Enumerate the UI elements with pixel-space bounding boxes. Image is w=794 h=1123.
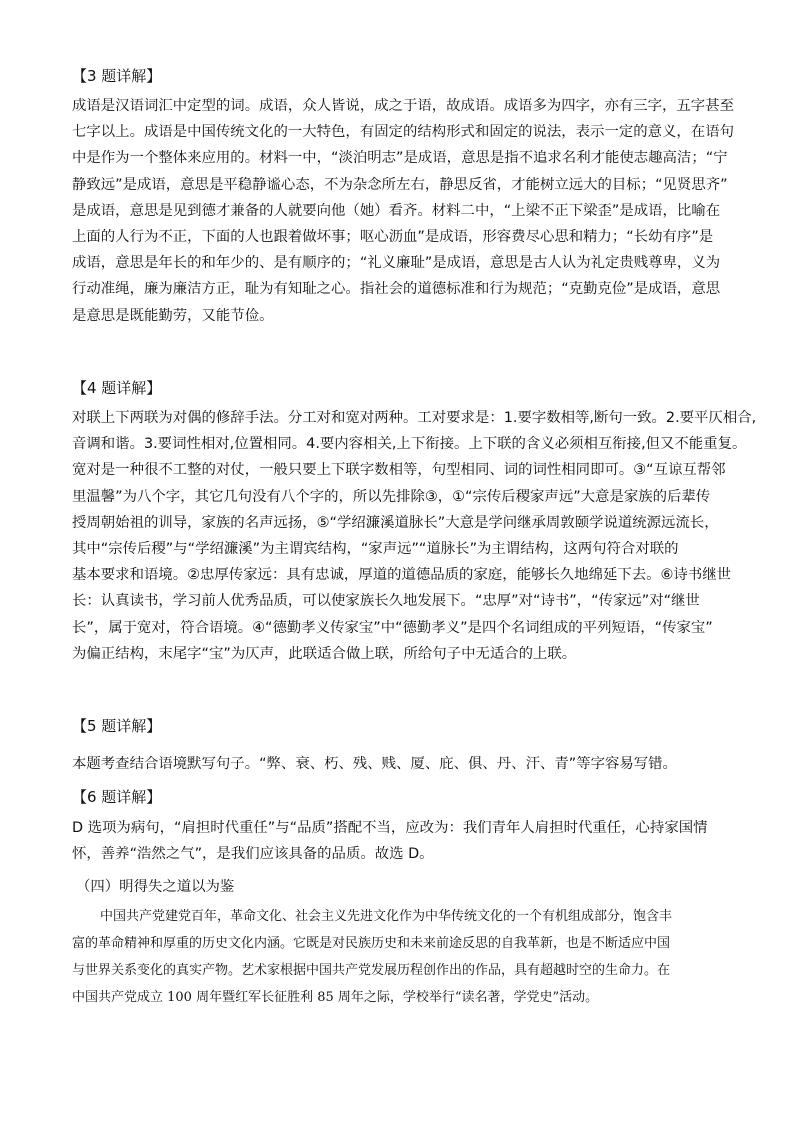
text-line: 长：认真读书，学习前人优秀品质，可以使家族长久地发展下。“忠厚”对“诗书”，“传家远”对“继世 — [72, 593, 700, 610]
text-line: 怀，善养“浩然之气”，是我们应该具备的品质。故选 D。 — [72, 846, 434, 863]
text-line: 本题考查结合语境默写句子。“弊、衰、朽、残、贱、厦、庇、俱、丹、汗、青”等字容易写错。 — [72, 756, 677, 772]
section-5-text — [72, 751, 722, 777]
text-line: 是意思是既能勤劳，又能节俭。 — [72, 307, 274, 324]
text-line: 基本要求和语境。②忠厚传家远：具有忠诚，厚道的道德品质的家庭，能够长久地绵延下去。⑥诗书继世 — [72, 567, 731, 584]
text-line: 成语是汉语词汇中定型的词。成语，众人皆说，成之于语，故成语。成语多为四字，亦有三字，五字甚至 — [72, 98, 734, 114]
passage-line: 与世界关系变化的真实产物。艺术家根据中国共产党发展历程创作出的作品，具有超越时空的生命力。在 — [72, 963, 671, 978]
section-3-text — [72, 93, 734, 329]
section-4-heading: 【4 题详解】 — [72, 379, 162, 397]
text-line: 授周朝始祖的训导，家族的名声远扬，⑤“学绍濂溪道脉长”大意是学问继承周敦颐学说道统源远流长， — [72, 514, 719, 531]
text-line: 宽对是一种很不工整的对仗，一般只要上下联字数相等，句型相同、词的词性相同即可。③“互谅互帮邻 — [72, 462, 726, 479]
text-line: D 选项为病句，“肩担时代重任”与“品质”搭配不当，应改为：我们青年人肩担时代重任，心持家国情 — [72, 820, 708, 836]
text-line: 七字以上。成语是中国传统文化的一大特色，有固定的结构形式和固定的说法，表示一定的意义，在语句 — [72, 124, 734, 141]
section-6-heading: 【6 题详解】 — [72, 788, 162, 806]
text-line: 对联上下两联为对偶的修辞手法。分工对和宽对两种。工对要求是：1.要字数相等,断句一致。2.要平仄相合, — [72, 410, 757, 426]
text-line: 静致远”是成语，意思是平稳静谧心态，不为杂念所左右，静思反省，才能树立远大的目标；“见贤思齐” — [72, 176, 728, 193]
reading-passage — [72, 903, 722, 1011]
section-5-heading: 【5 题详解】 — [72, 717, 162, 735]
text-line: 音调和谐。3.要词性相对,位置相同。4.要内容相关,上下衔接。上下联的含义必须相互衔接,但又不能重复。 — [72, 436, 747, 453]
section-3-heading: 【3 题详解】 — [72, 67, 162, 85]
passage-line: 中国共产党成立 100 周年暨红军长征胜利 85 周年之际，学校举行“读名著，学党史”活动。 — [72, 990, 599, 1005]
text-line: 为偏正结构，末尾字“宝”为仄声，此联适合做上联，所给句子中无适合的上联。 — [72, 645, 577, 662]
passage-line: 富的革命精神和厚重的历史文化内涵。它既是对民族历史和未来前途反思的自我革新，也是不断适应中国 — [72, 936, 671, 951]
text-line: 行动准绳，廉为廉洁方正，耻为有知耻之心。指社会的道德标准和行为规范；“克勤克俭”是成语，意思 — [72, 281, 721, 298]
text-line: 其中“宗传后稷”与“学绍濂溪”为主谓宾结构，“家声远”“道脉长”为主谓结构，这两句符合对联的 — [72, 541, 679, 558]
passage-line: 中国共产党建党百年，革命文化、社会主义先进文化作为中华传统文化的一个有机组成部分，饱含丰 — [100, 909, 673, 924]
part-4-title: （四）明得失之道以为鉴 — [76, 879, 235, 895]
text-line: 里温馨”为八个字，其它几句没有八个字的，所以先排除③，①“宗传后稷家声远”大意是家族的后辈传 — [72, 488, 711, 505]
text-line: 中是作为一个整体来应用的。材料一中，“淡泊明志”是成语，意思是指不追求名利才能使志趣高洁；“宁 — [72, 150, 728, 167]
text-line: 长”，属于宽对，符合语境。④“德勤孝义传家宝”中“德勤孝义”是四个名词组成的平列短语，“传家宝” — [72, 619, 713, 636]
section-6-text — [72, 815, 722, 867]
text-line: 是成语，意思是见到德才兼备的人就要向他（她）看齐。材料二中，“上梁不正下梁歪”是成语，比喻在 — [72, 202, 721, 219]
text-line: 成语，意思是年长的和年少的、是有顺序的；“礼义廉耻”是成语，意思是古人认为礼定贵贱尊卑，义为 — [72, 255, 721, 272]
section-4-text — [72, 405, 757, 667]
text-line: 上面的人行为不正，下面的人也跟着做坏事；呕心沥血”是成语，形容费尽心思和精力；“长幼有序”是 — [72, 229, 714, 246]
